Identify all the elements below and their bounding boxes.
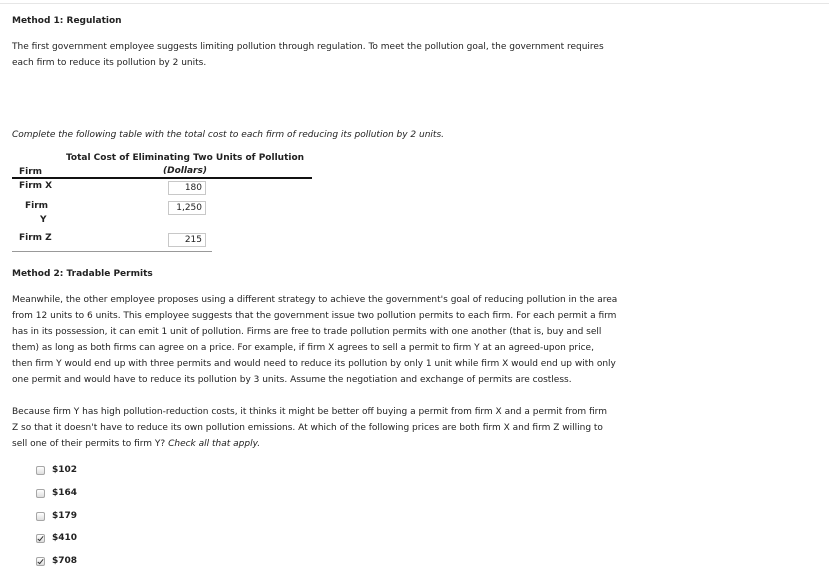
method2-line-2: from 12 units to 6 units. This employee suggests that the government issue two pollution permits to each firm. For each permit a firm xyxy=(12,311,617,321)
option-102[interactable] xyxy=(36,463,77,477)
table-bottom-rule xyxy=(12,251,212,252)
table-instruction: Complete the following table with the total cost to each firm of reducing its pollution by 2 units. xyxy=(12,130,444,140)
row-label-firm-y-line2: Y xyxy=(40,215,47,225)
option-label: $410 xyxy=(52,533,78,543)
table-title: Total Cost of Eliminating Two Units of Pollution xyxy=(65,153,305,163)
method1-paragraph xyxy=(12,39,627,71)
method2-paragraph xyxy=(12,292,632,388)
option-label: $179 xyxy=(52,511,78,521)
question-line-3-text: sell one of their permits to firm Y? xyxy=(12,439,169,449)
question-paragraph xyxy=(12,404,632,452)
method2-line-3: has in its possession, it can emit 1 unit of pollution. Firms are free to trade pollution permits with one another (that is, buy and sell xyxy=(12,327,602,337)
row-label-firm-z: Firm Z xyxy=(19,233,52,243)
method1-line-1: The first government employee suggests limiting pollution through regulation. To meet the pollution goal, the government requires xyxy=(12,42,604,52)
method1-line-2: each firm to reduce its pollution by 2 units. xyxy=(12,58,207,68)
question-line-1: Because firm Y has high pollution-reduction costs, it thinks it might be better off buying a permit from firm X and a permit from firm xyxy=(12,407,607,417)
question-line-3 xyxy=(12,436,632,452)
row-label-firm-x: Firm X xyxy=(19,181,53,191)
table-col-header-firm: Firm xyxy=(19,167,43,177)
option-label: $102 xyxy=(52,465,78,475)
cost-input-firm-y[interactable]: 1,250 xyxy=(168,201,206,215)
checkbox-icon[interactable] xyxy=(36,489,45,498)
option-708[interactable] xyxy=(36,554,77,568)
method2-line-4: them) as long as both firms can agree on a price. For example, if firm X agrees to sell a permit to firm Y at an agreed-upon price, xyxy=(12,343,594,353)
cost-input-firm-x[interactable]: 180 xyxy=(168,181,206,195)
option-179[interactable] xyxy=(36,509,77,523)
row-label-firm-y xyxy=(25,201,48,225)
option-410[interactable] xyxy=(36,531,77,545)
row-label-firm-y-line1: Firm xyxy=(25,201,49,211)
checkbox-icon[interactable] xyxy=(36,466,45,475)
method2-line-1: Meanwhile, the other employee proposes using a different strategy to achieve the government's goal of reducing pollution in the area xyxy=(12,295,618,305)
option-label: $708 xyxy=(52,556,78,566)
question-line-2: Z so that it doesn't have to reduce its own pollution emissions. At which of the following prices are both firm X and firm Z willing to xyxy=(12,423,603,433)
table-header-rule xyxy=(12,177,312,179)
checkbox-checked-icon[interactable] xyxy=(36,557,45,566)
method2-line-6: one permit and would have to reduce its pollution by 3 units. Assume the negotiation and exchange of permits are costless. xyxy=(12,375,572,385)
checkbox-icon[interactable] xyxy=(36,512,45,521)
option-164[interactable] xyxy=(36,486,77,500)
question-instruction-check-all: Check all that apply. xyxy=(168,439,261,449)
top-divider xyxy=(0,3,829,4)
checkbox-checked-icon[interactable] xyxy=(36,534,45,543)
method2-line-5: then firm Y would end up with three permits and would need to reduce its pollution by only 1 unit while firm X would end up with only xyxy=(12,359,616,369)
method2-heading: Method 2: Tradable Permits xyxy=(12,269,153,279)
cost-input-firm-z[interactable]: 215 xyxy=(168,233,206,247)
method1-heading: Method 1: Regulation xyxy=(12,16,122,26)
option-label: $164 xyxy=(52,488,78,498)
table-subtitle: (Dollars) xyxy=(163,166,207,176)
